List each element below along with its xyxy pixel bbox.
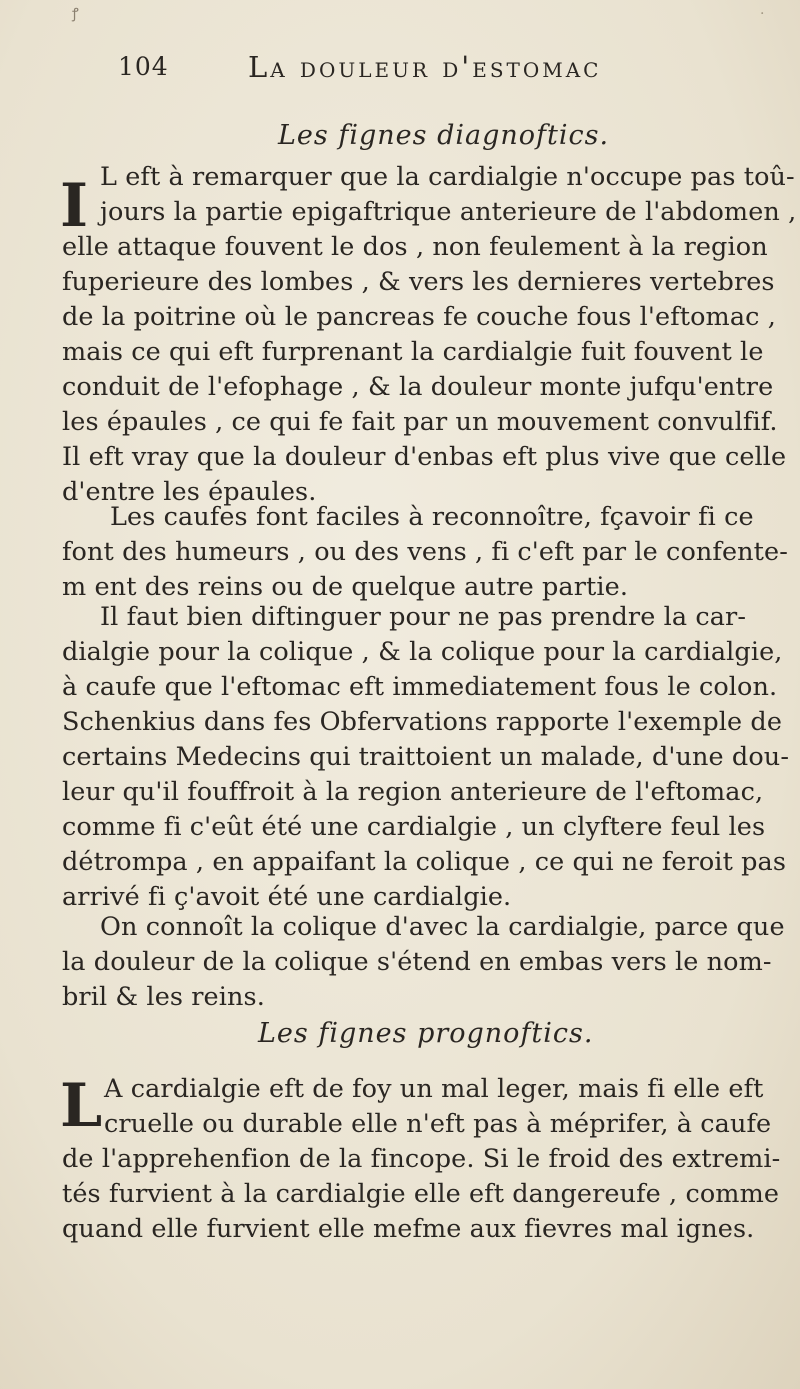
text-line: font des humeurs , ou des vens , fi c'eft par le confente- [62,537,788,567]
text-line: Il eft vray que la douleur d'enbas eft plus vive que celle [62,442,787,472]
text-line: de l'apprehenfion de la fincope. Si le froid des extremi- [62,1144,781,1174]
ink-mark: · [760,6,765,22]
text-line: à caufe que l'eftomac eft immediatement fous le colon. [62,672,778,702]
text-line: jours la partie epigaftrique anterieure de l'abdomen , [100,197,797,227]
section-heading-prognostics: Les fignes prognoftics. [258,1018,594,1049]
text-line: tés furvient à la cardialgie elle eft dangereufe , comme [62,1179,780,1209]
text-line: elle attaque fouvent le dos , non feulement à la region [62,232,768,262]
text-line: dialgie pour la colique , & la colique pour la cardialgie, [62,637,783,667]
ink-mark: ꝭ [72,6,79,22]
text-line: Les caufes font faciles à reconnoître, fçavoir fi ce [110,502,754,532]
text-line: la douleur de la colique s'étend en embas vers le nom- [62,947,772,977]
page-number: 104 [118,52,169,81]
text-line: conduit de l'efophage , & la douleur monte jufqu'entre [62,372,774,402]
text-line: On connoît la colique d'avec la cardialgie, parce que [100,912,785,942]
text-line: Il faut bien diftinguer pour ne pas prendre la car- [100,602,747,632]
text-line: les épaules , ce qui fe fait par un mouvement convulfif. [62,407,778,437]
running-title: La douleur d'estomac [248,50,602,84]
text-line: d'entre les épaules. [62,477,317,507]
text-line: arrivé fi ç'avoit été une cardialgie. [62,882,512,912]
text-line: quand elle furvient elle mefme aux fievres mal ignes. [62,1214,755,1244]
page-header [118,52,678,92]
text-line: certains Medecins qui traittoient un malade, d'une dou- [62,742,790,772]
section-heading-diagnostics: Les fignes diagnoftics. [278,120,610,151]
text-line: bril & les reins. [62,982,265,1012]
drop-cap: I [60,171,89,241]
text-line: comme fi c'eût été une cardialgie , un clyftere feul les [62,812,766,842]
text-line: détrompa , en appaifant la colique , ce qui ne feroit pas [62,847,787,877]
text-line: A cardialgie eft de foy un mal leger, mais fi elle eft [104,1074,764,1104]
text-line: leur qu'il fouffroit à la region anterieure de l'eftomac, [62,777,764,807]
text-line: L eft à remarquer que la cardialgie n'occupe pas toû- [100,162,795,192]
text-line: cruelle ou durable elle n'eft pas à méprifer, à caufe [104,1109,772,1139]
text-line: mais ce qui eft furprenant la cardialgie fuit fouvent le [62,337,764,367]
text-line: m ent des reins ou de quelque autre partie. [62,572,629,602]
text-line: de la poitrine où le pancreas fe couche fous l'eftomac , [62,302,776,332]
text-line: Schenkius dans fes Obfervations rapporte l'exemple de [62,707,783,737]
text-line: fuperieure des lombes , & vers les dernieres vertebres [62,267,775,297]
drop-cap: L [60,1071,103,1141]
